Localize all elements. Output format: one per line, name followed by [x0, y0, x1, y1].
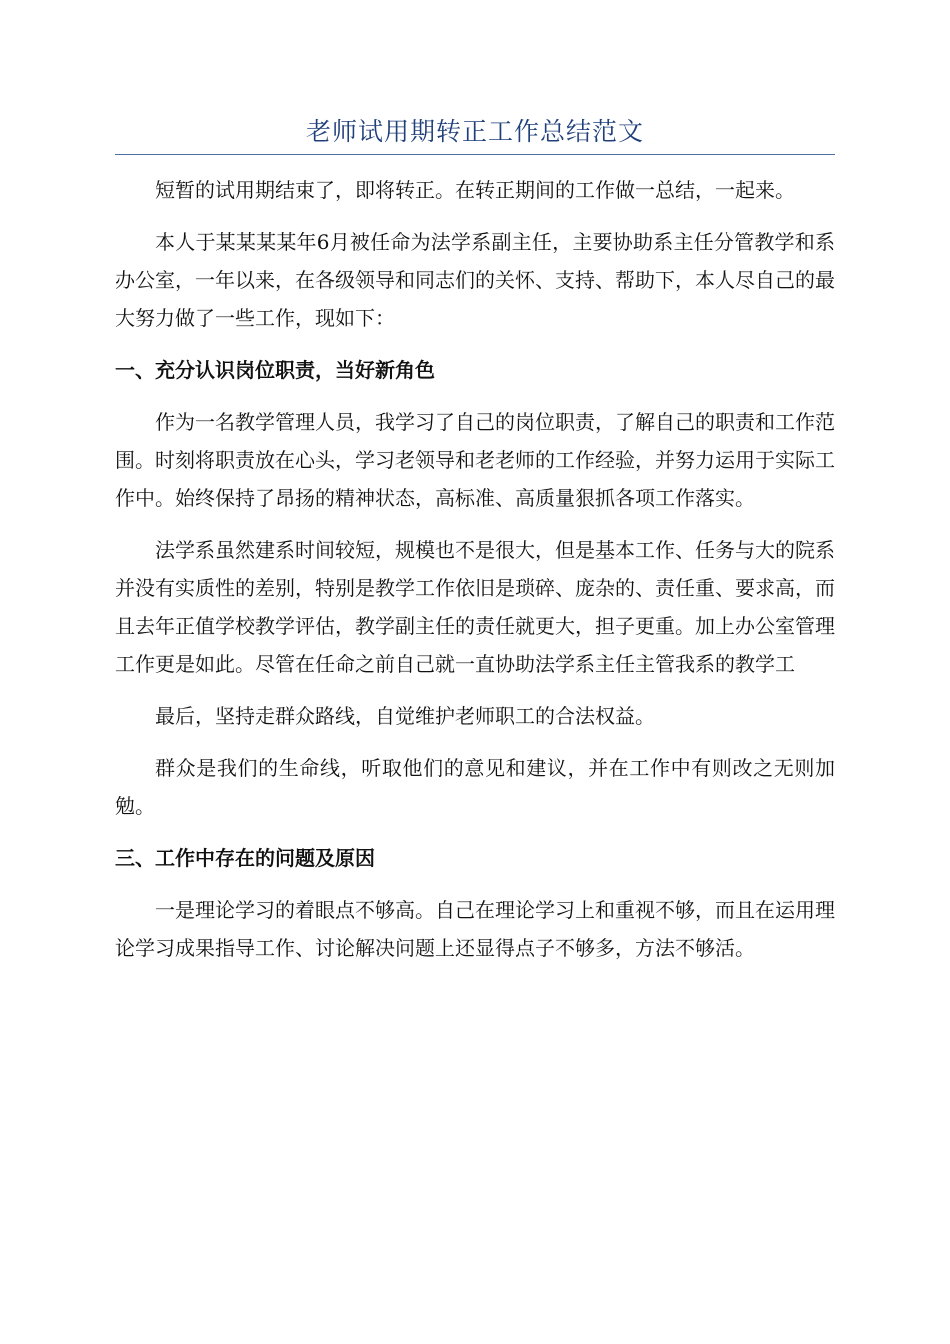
- paragraph-finally: 最后，坚持走群众路线，自觉维护老师职工的合法权益。: [155, 704, 655, 728]
- title-underline: [115, 154, 835, 155]
- section-heading-3: 三、工作中存在的问题及原因: [115, 846, 375, 870]
- paragraph-problem-1: 一是理论学习的着眼点不够高。自己在理论学习上和重视不够，而且在运用理论学习成果指导工作、讨论解决问题上还显得点子不够多，方法不够活。: [115, 898, 835, 960]
- document-page: [115, 112, 835, 981]
- paragraph-masses: 群众是我们的生命线，听取他们的意见和建议，并在工作中有则改之无则加勉。: [115, 756, 835, 818]
- paragraph-role: 作为一名教学管理人员，我学习了自己的岗位职责，了解自己的职责和工作范围。时刻将职责放在心头，学习老领导和老老师的工作经验，并努力运用于实际工作中。始终保持了昂扬的精神状态，高标准、高质量狠抓各项工作落实。: [115, 410, 835, 510]
- section-heading-1: 一、充分认识岗位职责，当好新角色: [115, 358, 435, 382]
- paragraph-department: 法学系虽然建系时间较短，规模也不是很大，但是基本工作、任务与大的院系并没有实质性的差别，特别是教学工作依旧是琐碎、庞杂的、责任重、要求高，而且去年正值学校教学评估，教学副主任的责任就更大，担子更重。加上办公室管理工作更是如此。尽管在任命之前自己就一直协助法学系主任主管我系的教学工: [115, 538, 835, 676]
- document-title: 老师试用期转正工作总结范文: [305, 117, 644, 146]
- paragraph-intro: 短暂的试用期结束了，即将转正。在转正期间的工作做一总结，一起来。: [155, 178, 795, 202]
- paragraph-appointment: 本人于某某某某年6月被任命为法学系副主任，主要协助系主任分管教学和系办公室，一年以来，在各级领导和同志们的关怀、支持、帮助下，本人尽自己的最大努力做了一些工作，现如下：: [115, 230, 835, 330]
